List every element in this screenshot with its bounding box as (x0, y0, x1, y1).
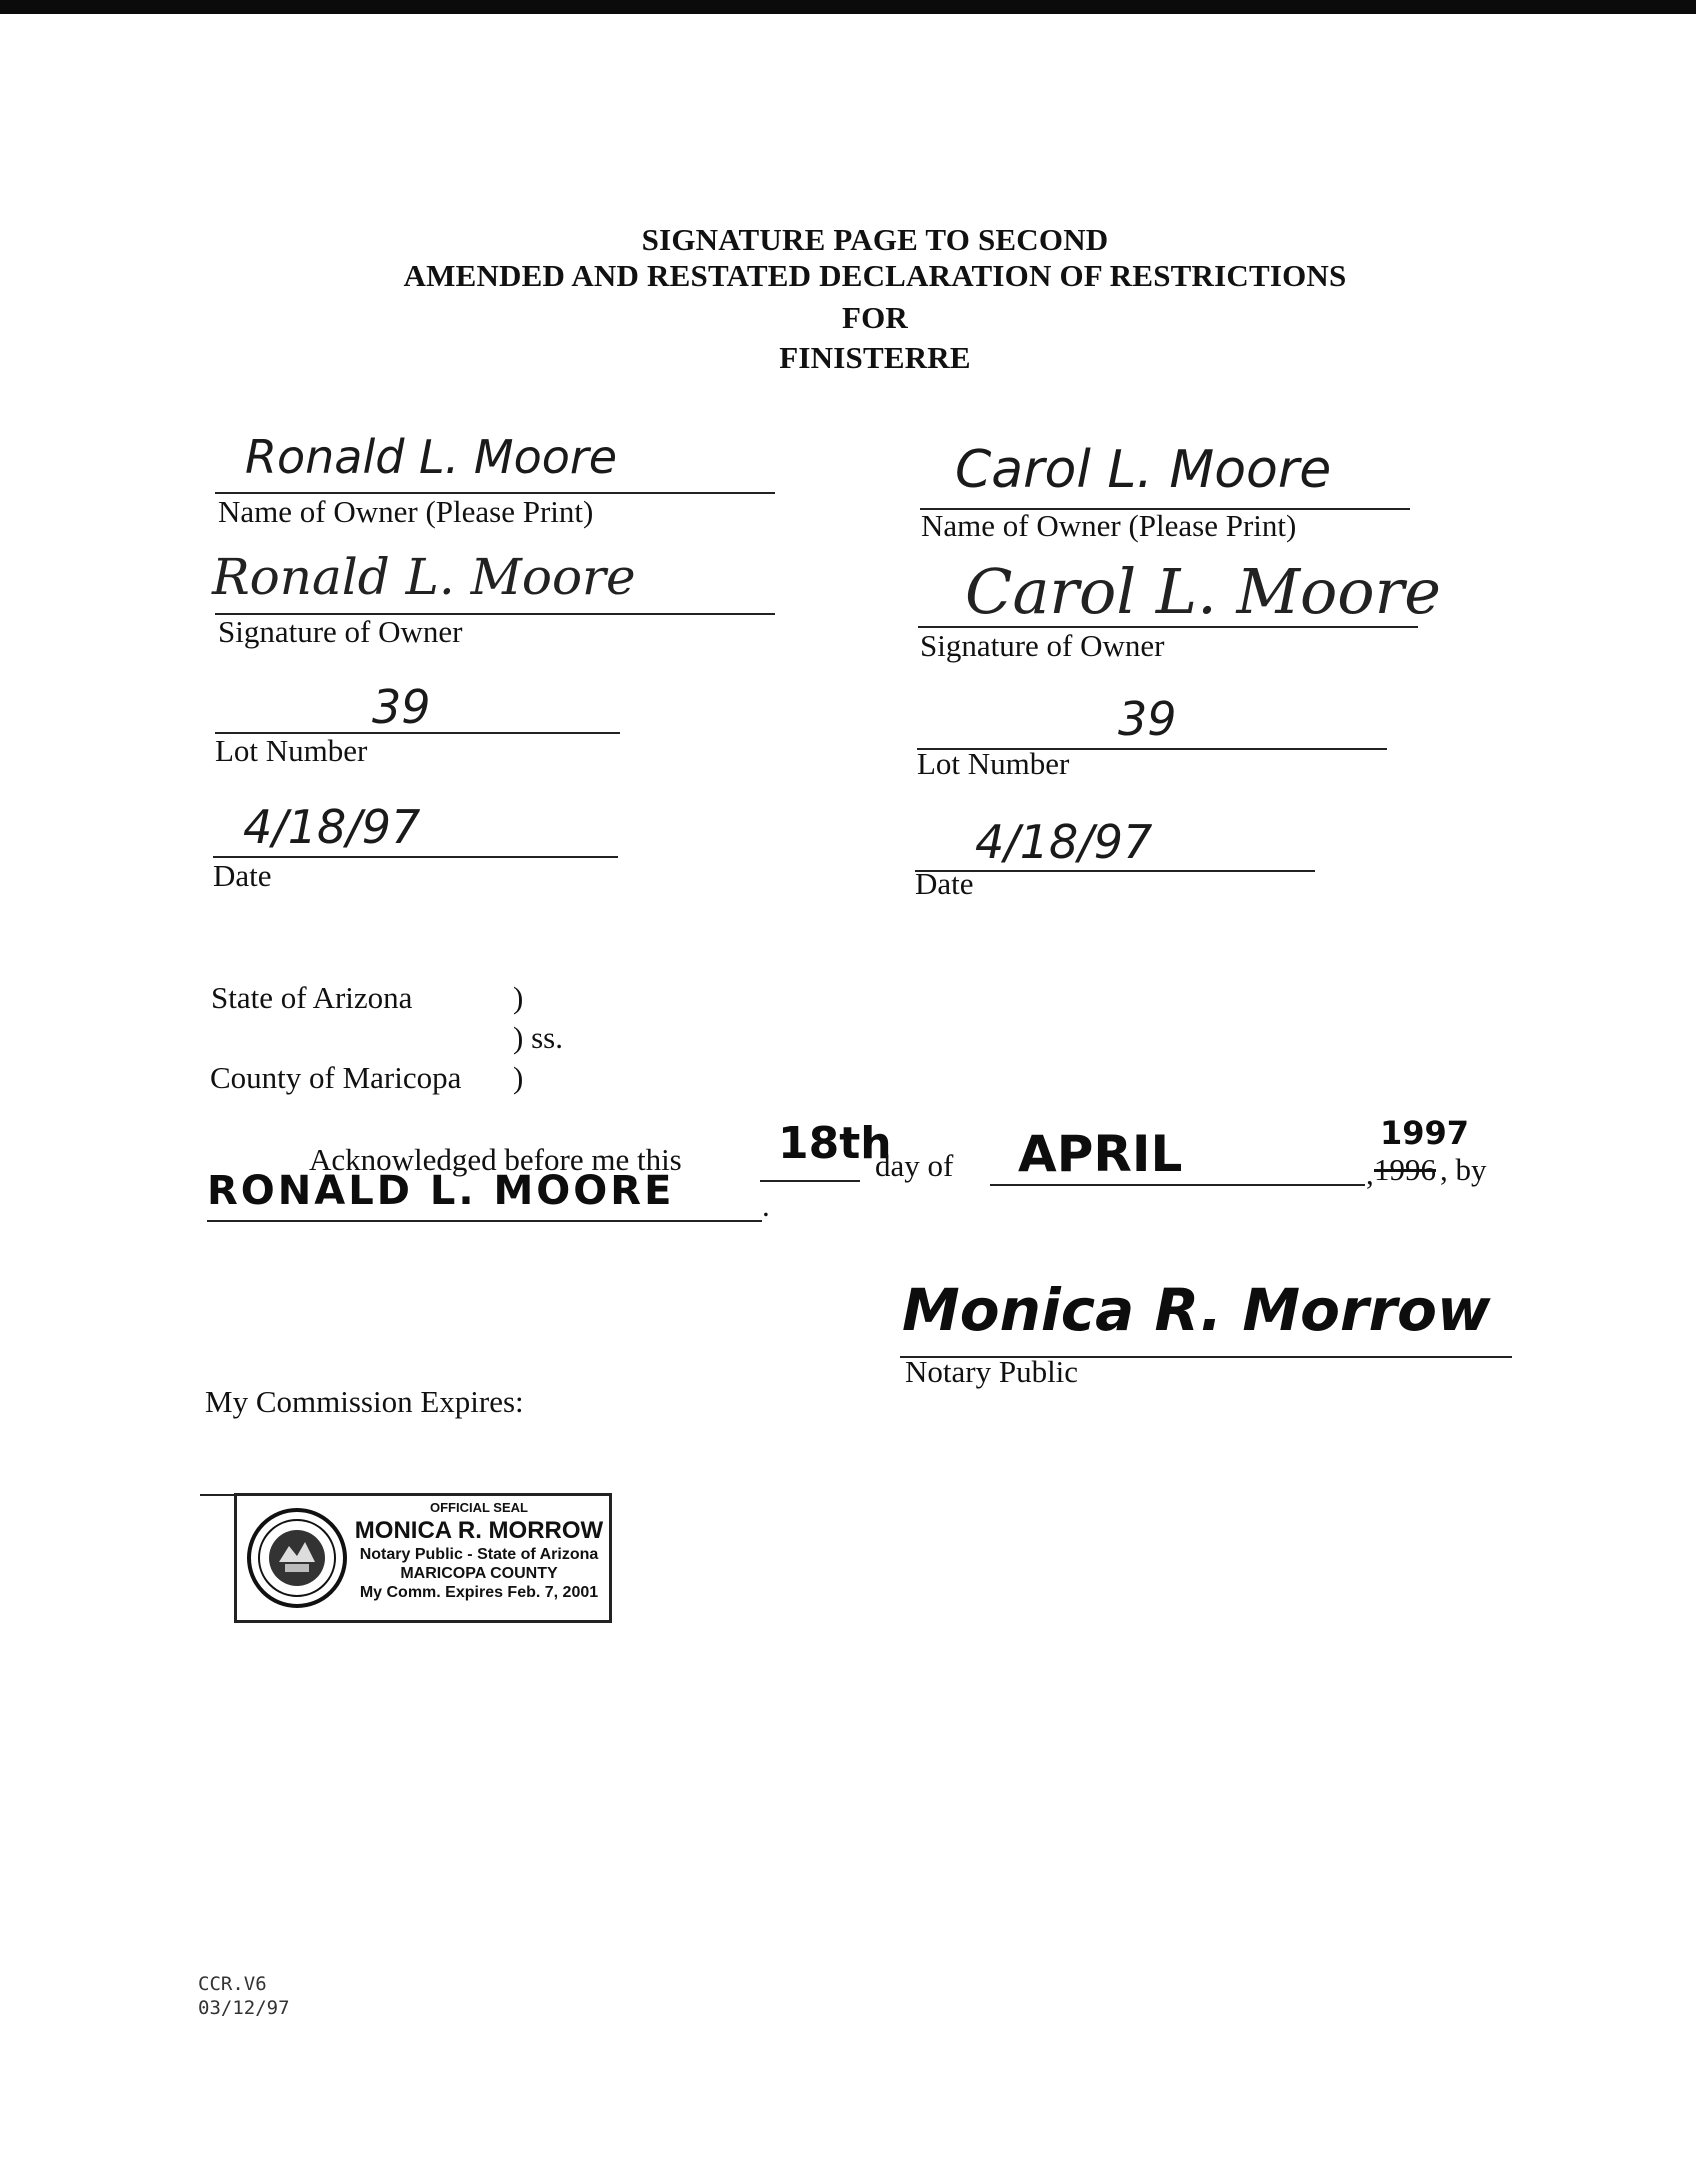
ack-year-value: 1997 (1380, 1114, 1470, 1152)
title-line-4: FINISTERRE (779, 340, 971, 375)
seal-line-3: Notary Public - State of Arizona (359, 1546, 599, 1563)
seal-line-2: MONICA R. MORROW (354, 1517, 604, 1544)
notary-seal-stamp (234, 1493, 612, 1623)
owner-right-signature-label: Signature of Owner (920, 628, 1165, 663)
owner-left-date-label: Date (213, 858, 272, 893)
venue-county: County of Maricopa (210, 1060, 462, 1095)
seal-line-5: My Comm. Expires Feb. 7, 2001 (359, 1584, 599, 1601)
footer-code: CCR.V6 (198, 1973, 267, 1995)
footer-date: 03/12/97 (198, 1997, 290, 2019)
commission-label: My Commission Expires: (205, 1384, 524, 1419)
ack-month-value: APRIL (1018, 1125, 1183, 1183)
title-line-3: FOR (841, 300, 909, 335)
title-line-2: AMENDED AND RESTATED DECLARATION OF RESTRICTIONS (403, 258, 1347, 293)
owner-left-date-value: 4/18/97 (243, 800, 421, 854)
ack-comma: , (1366, 1156, 1374, 1191)
ack-day-value: 18th (778, 1118, 892, 1169)
venue-paren-1: ) (513, 980, 524, 1015)
ack-person-line (207, 1220, 762, 1222)
ack-prefix: Acknowledged before me this (309, 1142, 682, 1177)
owner-left-lot-label: Lot Number (215, 733, 368, 768)
arizona-seal-emblem (245, 1506, 349, 1610)
notary-seal-text (349, 1498, 609, 1602)
ack-day-line (760, 1180, 860, 1182)
owner-left-lot-value: 39 (372, 680, 431, 734)
seal-line-4: MARICOPA COUNTY (400, 1565, 558, 1582)
owner-right-lot-label: Lot Number (917, 746, 1070, 781)
owner-left-date-line (213, 856, 618, 858)
owner-right-date-label: Date (915, 866, 974, 901)
venue-ss: ) ss. (513, 1020, 563, 1055)
ack-person-value: RONALD L. MOORE (207, 1168, 675, 1214)
venue-paren-2: ) (513, 1060, 524, 1095)
owner-left-name-label: Name of Owner (Please Print) (218, 494, 594, 529)
owner-right-date-value: 4/18/97 (975, 815, 1153, 869)
notary-signature: Monica R. Morrow (902, 1276, 1491, 1344)
owner-right-date-line (915, 870, 1315, 872)
owner-right-signature: Carol L. Moore (965, 555, 1441, 628)
seal-line-1: OFFICIAL SEAL (430, 1500, 528, 1515)
owner-left-signature-label: Signature of Owner (218, 614, 463, 649)
owner-right-name-value: Carol L. Moore (955, 440, 1332, 500)
notary-label: Notary Public (905, 1354, 1079, 1389)
owner-right-lot-value: 39 (1118, 692, 1177, 746)
owner-right-name-label: Name of Owner (Please Print) (921, 508, 1297, 543)
owner-left-signature: Ronald L. Moore (212, 548, 636, 606)
ack-day-of: day of (875, 1148, 954, 1183)
title-line-1: SIGNATURE PAGE TO SECOND (641, 222, 1109, 257)
owner-left-name-value: Ronald L. Moore (245, 430, 618, 484)
scan-top-edge (0, 0, 1696, 14)
ack-month-line (990, 1184, 1365, 1186)
ack-period: . (762, 1188, 770, 1223)
ack-by: , by (1440, 1152, 1487, 1187)
venue-state: State of Arizona (211, 980, 413, 1015)
ack-year-struck: 1996 (1374, 1152, 1436, 1187)
